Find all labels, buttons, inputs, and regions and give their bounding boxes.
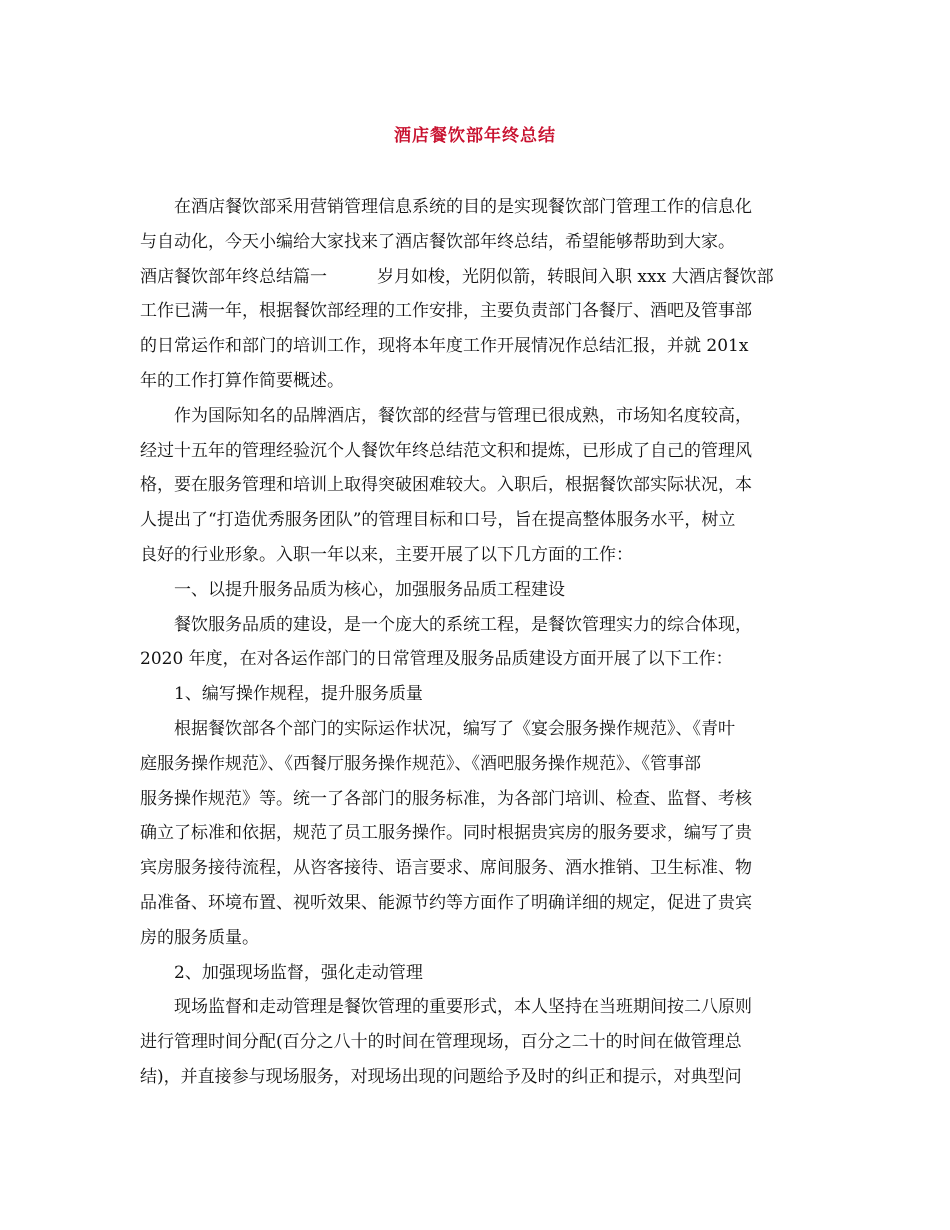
paragraph-line: 现场监督和走动管理是餐饮管理的重要形式，本人坚持在当班期间按二八原则 bbox=[174, 997, 752, 1018]
paragraph-line: 人提出了“打造优秀服务团队”的管理目标和口号，旨在提高整体服务水平，树立 bbox=[140, 510, 736, 531]
paragraph-line: 岁月如梭，光阴似箭，转眼间入职 xxx 大酒店餐饮部 bbox=[377, 266, 774, 287]
paragraph-line: 良好的行业形象。入职一年以来，主要开展了以下几方面的工作： bbox=[140, 544, 633, 565]
subheading-line: 2、加强现场监督，强化走动管理 bbox=[174, 962, 423, 983]
paragraph-line: 根据餐饮部各个部门的实际运作状况，编写了《宴会服务操作规范》、《青叶 bbox=[174, 718, 735, 739]
paragraph-line: 宾房服务接待流程，从咨客接待、语言要求、席间服务、酒水推销、卫生标准、物 bbox=[140, 858, 752, 879]
paragraph-line: 经过十五年的管理经验沉个人餐饮年终总结范文积和提炼，已形成了自己的管理风 bbox=[140, 440, 752, 461]
paragraph-line: 与自动化，今天小编给大家找来了酒店餐饮部年终总结，希望能够帮助到大家。 bbox=[140, 231, 735, 252]
paragraph-line: 作为国际知名的品牌酒店，餐饮部的经营与管理已很成熟，市场知名度较高， bbox=[174, 405, 752, 426]
subheading-line: 1、编写操作规程，提升服务质量 bbox=[174, 684, 423, 705]
document-title: 酒店餐饮部年终总结 bbox=[394, 126, 556, 146]
section-heading: 酒店餐饮部年终总结篇一 bbox=[140, 266, 327, 287]
paragraph-line: 格，要在服务管理和培训上取得突破困难较大。入职后，根据餐饮部实际状况，本 bbox=[140, 475, 752, 496]
paragraph-line: 的日常运作和部门的培训工作，现将本年度工作开展情况作总结汇报，并就 201x bbox=[140, 336, 749, 357]
paragraph-line: 房的服务质量。 bbox=[140, 927, 259, 948]
section-heading-line bbox=[140, 260, 812, 295]
paragraph-line: 工作已满一年，根据餐饮部经理的工作安排，主要负责部门各餐厅、酒吧及管事部 bbox=[140, 301, 752, 322]
paragraph-line: 在酒店餐饮部采用营销管理信息系统的目的是实现餐饮部门管理工作的信息化 bbox=[174, 197, 752, 217]
paragraph-line: 年的工作打算作简要概述。 bbox=[140, 370, 344, 391]
subheading-line: 一、以提升服务品质为核心，加强服务品质工程建设 bbox=[174, 579, 565, 600]
paragraph-line: 品准备、环境布置、视听效果、能源节约等方面作了明确详细的规定，促进了贵宾 bbox=[140, 892, 752, 913]
document-body bbox=[140, 190, 812, 1095]
paragraph-line: 结)，并直接参与现场服务，对现场出现的问题给予及时的纠正和提示，对典型问 bbox=[140, 1066, 742, 1087]
paragraph-line: 服务操作规范》等。统一了各部门的服务标准，为各部门培训、检查、监督、考核 bbox=[140, 788, 752, 809]
paragraph-line: 确立了标准和依据，规范了员工服务操作。同时根据贵宾房的服务要求，编写了贵 bbox=[140, 823, 752, 844]
paragraph-line: 2020 年度，在对各运作部门的日常管理及服务品质建设方面开展了以下工作： bbox=[140, 649, 733, 670]
paragraph-line: 庭服务操作规范》、《西餐厅服务操作规范》、《酒吧服务操作规范》、《管事部 bbox=[140, 753, 701, 774]
paragraph-line: 餐饮服务品质的建设，是一个庞大的系统工程，是餐饮管理实力的综合体现， bbox=[174, 614, 752, 635]
paragraph-line: 进行管理时间分配(百分之八十的时间在管理现场，百分之二十的时间在做管理总 bbox=[140, 1032, 742, 1053]
